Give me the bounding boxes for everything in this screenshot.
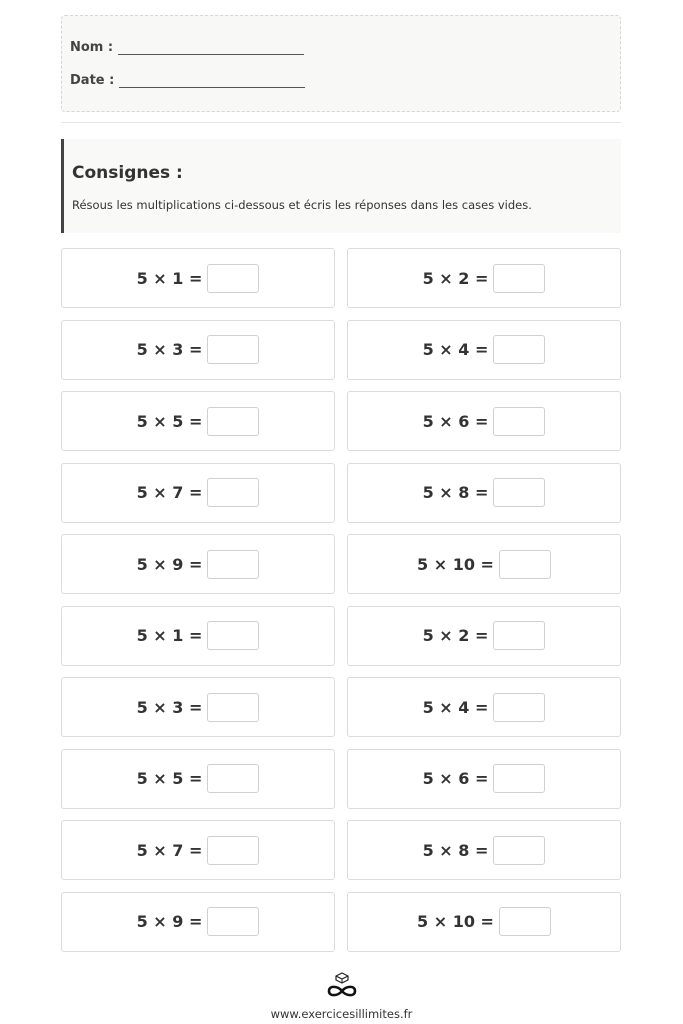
exercise-cell (347, 749, 621, 809)
divider (61, 122, 621, 123)
answer-box[interactable] (207, 335, 259, 364)
answer-box[interactable] (493, 693, 545, 722)
exercise-cell (61, 320, 335, 380)
exercise-cell (347, 248, 621, 308)
exercise-cell (347, 463, 621, 523)
exercise-expression: 5 × 6 = (422, 769, 489, 788)
exercise-cell (347, 892, 621, 952)
instructions-box (61, 139, 621, 233)
exercise-expression: 5 × 8 = (422, 483, 489, 502)
exercise-expression: 5 × 9 = (136, 554, 203, 574)
name-label: Nom : (70, 40, 114, 55)
exercise-grid (61, 248, 621, 952)
answer-box[interactable] (493, 335, 545, 364)
exercise-expression: 5 × 7 = (136, 840, 203, 860)
answer-box[interactable] (207, 264, 259, 293)
answer-box[interactable] (207, 621, 259, 650)
answer-box[interactable] (499, 907, 551, 936)
answer-box[interactable] (207, 407, 259, 436)
instructions-title: Consignes : (72, 163, 183, 183)
answer-box[interactable] (493, 836, 545, 865)
footer (0, 970, 683, 1021)
answer-box[interactable] (493, 764, 545, 793)
exercise-cell (347, 391, 621, 451)
date-line (70, 73, 305, 88)
exercise-cell (347, 677, 621, 737)
exercise-cell (61, 391, 335, 451)
footer-url[interactable]: www.exercicesillimites.fr (270, 1007, 413, 1021)
exercise-expression: 5 × 9 = (136, 912, 203, 931)
exercise-expression: 5 × 1 = (136, 268, 203, 288)
answer-box[interactable] (493, 621, 545, 650)
exercise-expression: 5 × 2 = (422, 268, 489, 288)
exercise-cell (347, 320, 621, 380)
answer-box[interactable] (493, 407, 545, 436)
answer-box[interactable] (207, 478, 259, 507)
exercise-cell (347, 606, 621, 666)
exercise-cell (347, 534, 621, 594)
exercise-cell (61, 534, 335, 594)
exercise-expression: 5 × 5 = (136, 411, 203, 431)
answer-box[interactable] (207, 764, 259, 793)
answer-box[interactable] (207, 907, 259, 936)
exercise-expression: 5 × 10 = (417, 554, 494, 574)
answer-box[interactable] (207, 693, 259, 722)
exercise-cell (61, 820, 335, 880)
exercise-expression: 5 × 4 = (422, 697, 489, 717)
exercise-expression: 5 × 10 = (417, 912, 494, 931)
exercise-cell (61, 749, 335, 809)
infinity-book-icon (325, 970, 359, 1000)
answer-box[interactable] (493, 264, 545, 293)
name-blank[interactable] (118, 43, 304, 55)
answer-box[interactable] (493, 478, 545, 507)
answer-box[interactable] (207, 836, 259, 865)
exercise-expression: 5 × 5 = (136, 769, 203, 788)
exercise-expression: 5 × 2 = (422, 626, 489, 645)
exercise-expression: 5 × 6 = (422, 411, 489, 431)
student-info-box (61, 15, 621, 112)
date-blank[interactable] (119, 76, 305, 88)
exercise-expression: 5 × 7 = (136, 483, 203, 502)
exercise-cell (347, 820, 621, 880)
instructions-text: Résous les multiplications ci-dessous et écris les réponses dans les cases vides. (72, 198, 532, 212)
exercise-cell (61, 606, 335, 666)
exercise-expression: 5 × 8 = (422, 840, 489, 860)
date-label: Date : (70, 73, 115, 88)
exercise-expression: 5 × 3 = (136, 340, 203, 359)
exercise-cell (61, 248, 335, 308)
exercise-expression: 5 × 1 = (136, 626, 203, 645)
answer-box[interactable] (207, 550, 259, 579)
exercise-expression: 5 × 3 = (136, 697, 203, 717)
exercise-cell (61, 892, 335, 952)
exercise-cell (61, 463, 335, 523)
exercise-expression: 5 × 4 = (422, 340, 489, 359)
exercise-cell (61, 677, 335, 737)
name-line (70, 40, 304, 55)
answer-box[interactable] (499, 550, 551, 579)
